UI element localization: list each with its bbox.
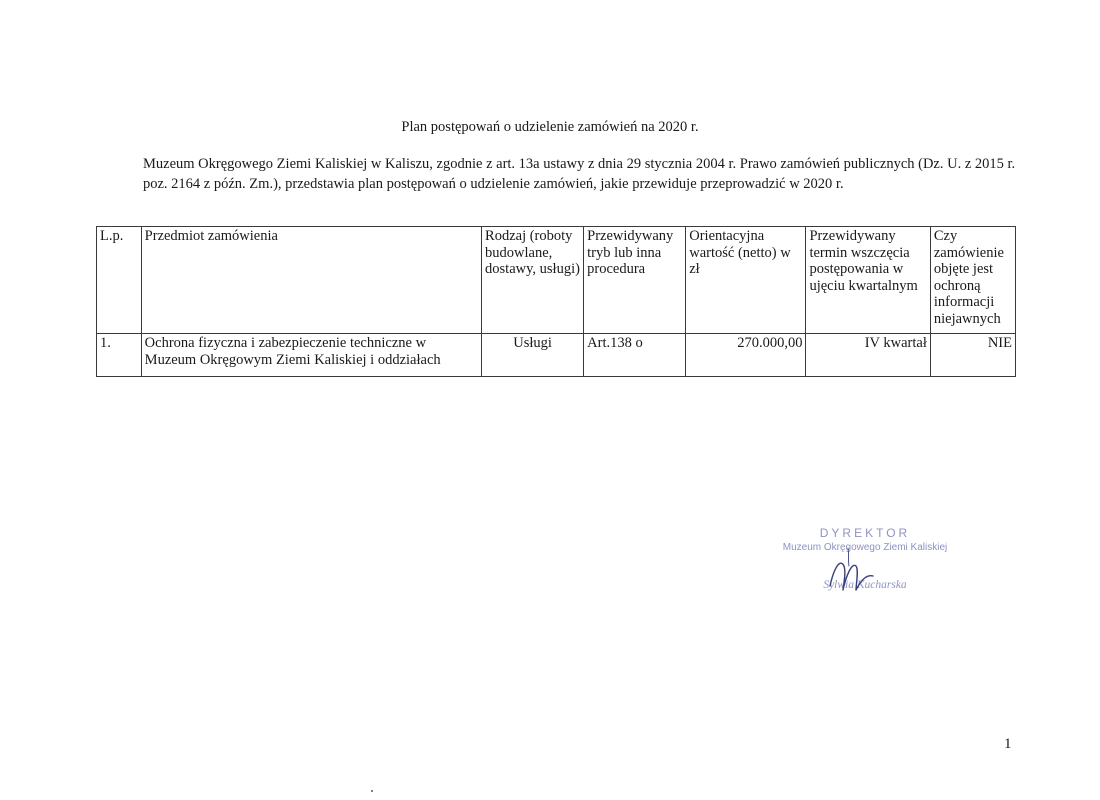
header-term: Przewidywany termin wszczęcia postępowania w ujęciu kwartalnym — [806, 227, 930, 334]
document-title: Plan postępowań o udzielenie zamówień na 2020 r. — [401, 119, 699, 135]
cell-type: Usługi — [482, 334, 584, 377]
cell-subject: Ochrona fizyczna i zabezpieczenie techniczne w Muzeum Okręgowym Ziemi Kaliskiej i oddziałach — [141, 334, 481, 377]
table-header-row — [97, 227, 1016, 334]
intro-paragraph: Muzeum Okręgowego Ziemi Kaliskiej w Kaliszu, zgodnie z art. 13a ustawy z dnia 29 stycznia 2004 r. Prawo zamówień publicznych (Dz. U. z 2015 r. poz. 2164 z późn. Zm.), przedstawia plan postępowań o udzielenie zamówień, jakie przewiduje przeprowadzić w 2020 r. — [143, 156, 1016, 192]
header-secret: Czy zamówienie objęte jest ochroną informacji niejawnych — [930, 227, 1015, 334]
signature-icon — [826, 546, 876, 604]
header-type: Rodzaj (roboty budowlane, dostawy, usługi) — [482, 227, 584, 334]
cell-term: IV kwartał — [806, 334, 930, 377]
header-subject: Przedmiot zamówienia — [141, 227, 481, 334]
header-mode: Przewidywany tryb lub inna procedura — [584, 227, 686, 334]
procurement-plan-table — [96, 226, 1016, 377]
scan-speck — [371, 790, 373, 792]
cell-secret: NIE — [930, 334, 1015, 377]
header-lp: L.p. — [97, 227, 142, 334]
page-number: 1 — [1004, 736, 1012, 752]
cell-lp: 1. — [97, 334, 142, 377]
table-row — [97, 334, 1016, 377]
header-value: Orientacyjna wartość (netto) w zł — [686, 227, 806, 334]
stamp-title: DYREKTOR — [819, 526, 911, 540]
stamp-institution: Muzeum Okręgowego Ziemi Kaliskiej — [782, 542, 948, 553]
cell-value: 270.000,00 — [686, 334, 806, 377]
cell-mode: Art.138 o — [584, 334, 686, 377]
stamp-name: Sylwia Kucharska — [823, 579, 907, 591]
